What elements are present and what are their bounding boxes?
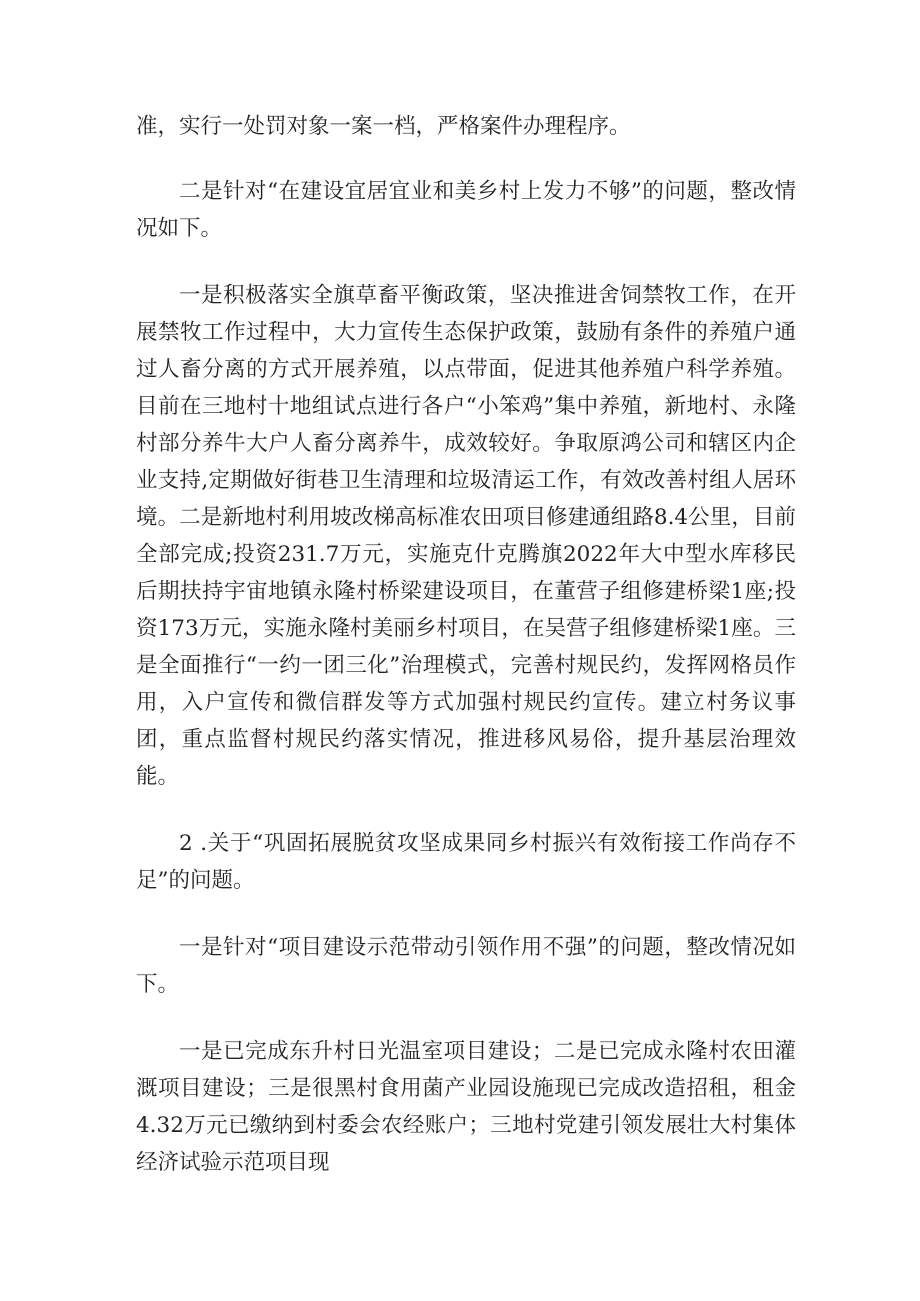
paragraph-1: 准，实行一处罚对象一案一档，严格案件办理程序。 xyxy=(136,114,631,139)
document-body xyxy=(136,108,796,1211)
paragraph-5: 一是针对“项目建设示范带动引领作用不强”的问题，整改情况如下。 xyxy=(136,935,796,997)
paragraph-3: 一是积极落实全旗草畜平衡政策，坚决推进舍饲禁牧工作，在开展禁牧工作过程中，大力宣传生态保护政策，鼓励有条件的养殖户通过人畜分离的方式开展养殖，以点带面，促进其他养殖户科学养殖。目前在三地村十地组试点进行各户“小笨鸡”集中养殖，新地村、永隆村部分养牛大户人畜分离养牛，成效较好。争取原鸿公司和辖区内企业支持,定期做好街巷卫生清理和垃圾清运工作，有效改善村组人居环境。二是新地村利用坡改梯高标准农田项目修建通组路8.4公里，目前全部完成;投资231.7万元，实施克什克腾旗2022年大中型水库移民后期扶持宇宙地镇永隆村桥梁建设项目，在董营子组修建桥梁1座;投资173万元，实施永隆村美丽乡村项目，在吴营子组修建桥梁1座。三是全面推行“一约一团三化”治理模式，完善村规民约，发挥网格员作用，入户宣传和微信群发等方式加强村规民约宣传。建立村务议事团，重点监督村规民约落实情况，推进移风易俗，提升基层治理效能。 xyxy=(136,283,796,789)
paragraph-4: 2 .关于“巩固拓展脱贫攻坚成果同乡村振兴有效衔接工作尚存不足”的问题。 xyxy=(136,831,796,893)
paragraph-6: 一是已完成东升村日光温室项目建设；二是已完成永隆村农田灌溉项目建设；三是很黑村食用菌产业园设施现已完成改造招租，租金4.32万元已缴纳到村委会农经账户；三地村党建引领发展壮大村集体经济试验示范项目现 xyxy=(136,1039,796,1175)
paragraph-2: 二是针对“在建设宜居宜业和美乡村上发力不够”的问题，整改情况如下。 xyxy=(136,179,796,241)
